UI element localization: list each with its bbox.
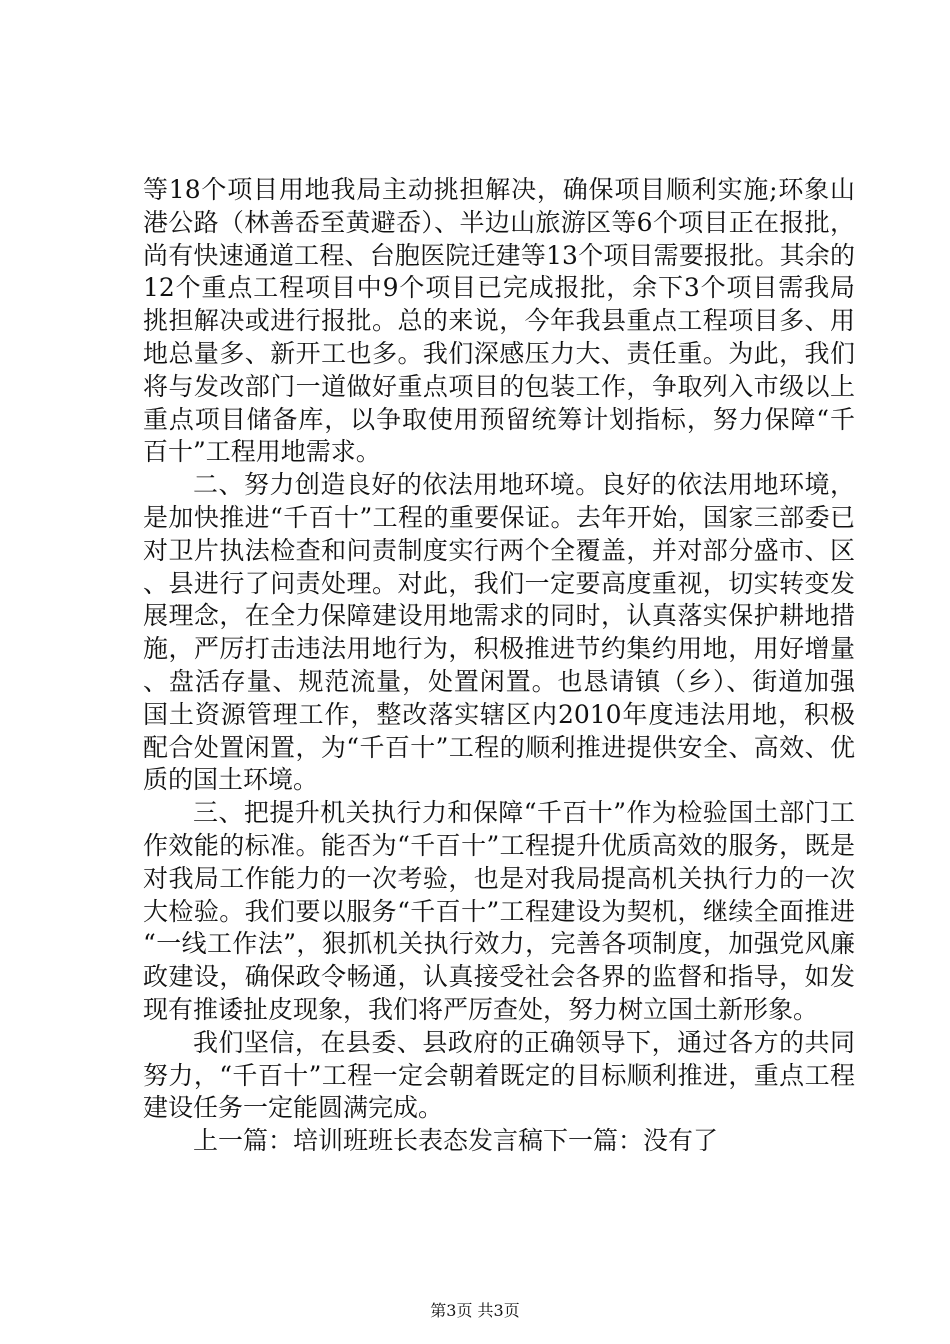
paragraph-section-three: 三、把提升机关执行力和保障“千百十”作为检验国土部门工作效能的标准。能否为“千百十”工程提升优质高效的服务，既是对我局工作能力的一次考验，也是对我局提高机关执行力的一次大检验。我们要以服务“千百十”工程建设为契机，继续全面推进“一线工作法”，狠抓机关执行效力，完善各项制度，加强党风廉政建设，确保政令畅通，认真接受社会各界的监督和指导，如发现有推诿扯皮现象，我们将严厉查处，努力树立国土新形象。 [143,798,855,1024]
prev-next-navigation[interactable]: 上一篇：培训班班长表态发言稿下一篇：没有了 [193,1126,719,1156]
paragraph-continuation: 等18个项目用地我局主动挑担解决，确保项目顺利实施;环象山港公路（林善岙至黄避岙）、半边山旅游区等6个项目正在报批，尚有快速通道工程、台胞医院迁建等13个项目需要报批。其余的12个重点工程项目中9个项目已完成报批，余下3个项目需我局挑担解决或进行报批。总的来说，今年我县重点工程项目多、用地总量多、新开工也多。我们深感压力大、责任重。为此，我们将与发改部门一道做好重点项目的包装工作，争取列入市级以上重点项目储备库，以争取使用预留统筹计划指标，努力保障“千百十”工程用地需求。 [143,175,855,467]
paragraph-section-two: 二、努力创造良好的依法用地环境。良好的依法用地环境，是加快推进“千百十”工程的重要保证。去年开始，国家三部委已对卫片执法检查和问责制度实行两个全覆盖，并对部分盛市、区、县进行了问责处理。对此，我们一定要高度重视，切实转变发展理念，在全力保障建设用地需求的同时，认真落实保护耕地措施，严厉打击违法用地行为，积极推进节约集约用地，用好增量、盘活存量、规范流量，处置闲置。也恳请镇（乡）、街道加强国土资源管理工作，整改落实辖区内2010年度违法用地，积极配合处置闲置，为“千百十”工程的顺利推进提供安全、高效、优质的国土环境。 [143,470,855,795]
page-number-footer: 第3页 共3页 [430,1301,520,1320]
document-body [143,174,855,1158]
paragraph-conclusion: 我们坚信，在县委、县政府的正确领导下，通过各方的共同努力，“千百十”工程一定会朝着既定的目标顺利推进，重点工程建设任务一定能圆满完成。 [143,1027,855,1123]
